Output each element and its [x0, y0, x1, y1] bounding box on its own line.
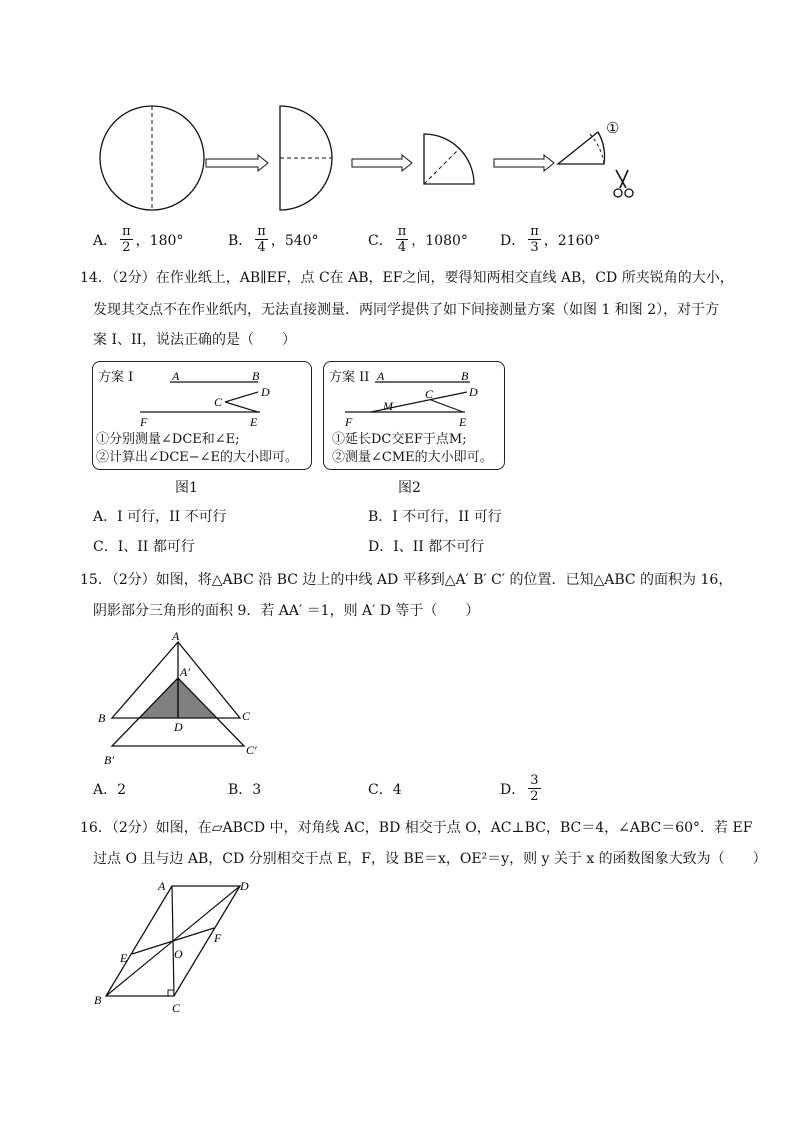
point-label-b: B [98, 711, 106, 725]
q14-option-c[interactable]: C．I、II 都可行 [93, 539, 195, 555]
q14-option-a[interactable]: A．I 可行，II 不可行 [93, 509, 227, 525]
point-label-e: E [120, 951, 128, 965]
q14-stem-line-3: 案 I、II，说法正确的是（ ） [93, 332, 297, 348]
fraction: $\frac{\pi}{2}$ [122, 224, 131, 255]
point-label-a-prime: A′ [180, 665, 190, 679]
quarter-fold-line [424, 149, 459, 184]
arrow-right-icon [352, 155, 412, 171]
q14-fig1-step-1: ①分别测量∠DCE和∠E; [96, 432, 240, 447]
point-label-a: A [377, 369, 385, 383]
q15-triangle-figure [92, 628, 272, 770]
arrow-right-icon [206, 155, 268, 171]
point-label-b: B [252, 369, 260, 383]
point-label-b: B [461, 369, 469, 383]
point-label-e: E [459, 415, 467, 429]
q13-circle-mark: ① [606, 119, 620, 137]
point-label-d: D [261, 385, 270, 399]
point-label-a: A [158, 879, 166, 893]
point-label-a: A [172, 369, 180, 383]
q15-option-b[interactable]: B．3 [228, 782, 262, 798]
q14-fig2-step-2: ②测量∠CME的大小即可。 [332, 450, 493, 465]
point-label-d: D [240, 879, 249, 893]
q15-option-d[interactable]: D． $\frac{3}{2}$ [500, 773, 539, 804]
fraction: $\frac{\pi}{3}$ [530, 224, 539, 255]
q16-stem-line-1: 16．（2分）如图，在▱ABCD 中，对角线 AC，BD 相交于点 O，AC⊥BC，BC＝4，∠ABC＝60°．若 EF [80, 820, 753, 836]
q14-fig1-diagram [130, 368, 300, 430]
point-label-c: C [214, 395, 223, 409]
fraction: $\frac{3}{2}$ [530, 773, 539, 804]
q14-fig1-caption: 图1 [175, 480, 198, 496]
point-label-b-prime: B′ [104, 753, 114, 767]
q13-option-b[interactable]: B． $\frac{\pi}{4}$ ，540° [228, 224, 319, 255]
point-label-e: E [250, 415, 258, 429]
point-label-o: O [174, 947, 183, 961]
point-label-m: M [383, 399, 393, 413]
q13-option-c[interactable]: C． $\frac{\pi}{4}$ ，1080° [368, 224, 468, 255]
q14-stem-line-1: 14．（2分）在作业纸上，AB∥EF，点 C在 AB，EF之间，要得知两相交直线 AB，CD 所夹锐角的大小， [80, 270, 734, 286]
q15-option-c[interactable]: C．4 [368, 782, 402, 798]
q13-option-d[interactable]: D． $\frac{\pi}{3}$ ，2160° [500, 224, 601, 255]
q14-option-d[interactable]: D．I、II 都不可行 [368, 539, 485, 555]
q15-stem-line-1: 15．（2分）如图，将△ABC 沿 BC 边上的中线 AD 平移到△A′ B′ C′ 的位置．已知△ABC 的面积为 16， [80, 572, 733, 588]
fraction: $\frac{\pi}{4}$ [397, 224, 407, 255]
q13-folding-figure [90, 104, 650, 214]
q15-stem-line-2: 阴影部分三角形的面积 9．若 AA′ ＝1，则 A′ D 等于（ ） [93, 603, 480, 619]
q14-fig2-title: 方案 II [329, 370, 370, 385]
point-label-f: F [214, 931, 222, 945]
point-label-c: C [172, 1001, 181, 1015]
q16-parallelogram-figure [90, 876, 260, 1018]
q14-fig2-caption: 图2 [398, 480, 421, 496]
q13-option-a[interactable]: A． $\frac{\pi}{2}$ ，180° [93, 224, 184, 255]
q15-option-a[interactable]: A．2 [93, 782, 127, 798]
q14-stem-line-2: 发现其交点不在作业纸内，无法直接测量．两同学提供了如下间接测量方案（如图 1 和图 2），对于方 [93, 302, 720, 318]
point-label-c-prime: C′ [246, 743, 257, 757]
point-label-d: D [469, 385, 478, 399]
q14-fig1-step-2: ②计算出∠DCE−∠E的大小即可。 [96, 450, 299, 465]
q14-option-b[interactable]: B．I 不可行，II 可行 [368, 509, 502, 525]
point-label-f: F [140, 415, 148, 429]
arrow-right-icon [494, 155, 554, 171]
q14-fig2-step-1: ①延长DC交EF于点M; [332, 432, 467, 447]
point-label-f: F [345, 415, 353, 429]
fraction: $\frac{\pi}{4}$ [257, 224, 266, 255]
point-label-c: C [425, 387, 434, 401]
sector-cut-line [590, 134, 604, 164]
point-label-c: C [242, 709, 251, 723]
q14-fig1-title: 方案 I [98, 370, 134, 385]
point-label-d: D [174, 720, 183, 734]
q14-fig2-diagram [335, 368, 500, 430]
eighth-sector [558, 132, 605, 164]
point-label-a: A [172, 629, 180, 643]
point-label-b: B [94, 993, 102, 1007]
q16-stem-line-2: 过点 O 且与边 AB，CD 分别相交于点 E，F，设 BE＝x，OE²＝y，则 y 关于 x 的函数图象大致为（ ） [93, 851, 767, 867]
scissors-icon [614, 170, 633, 197]
